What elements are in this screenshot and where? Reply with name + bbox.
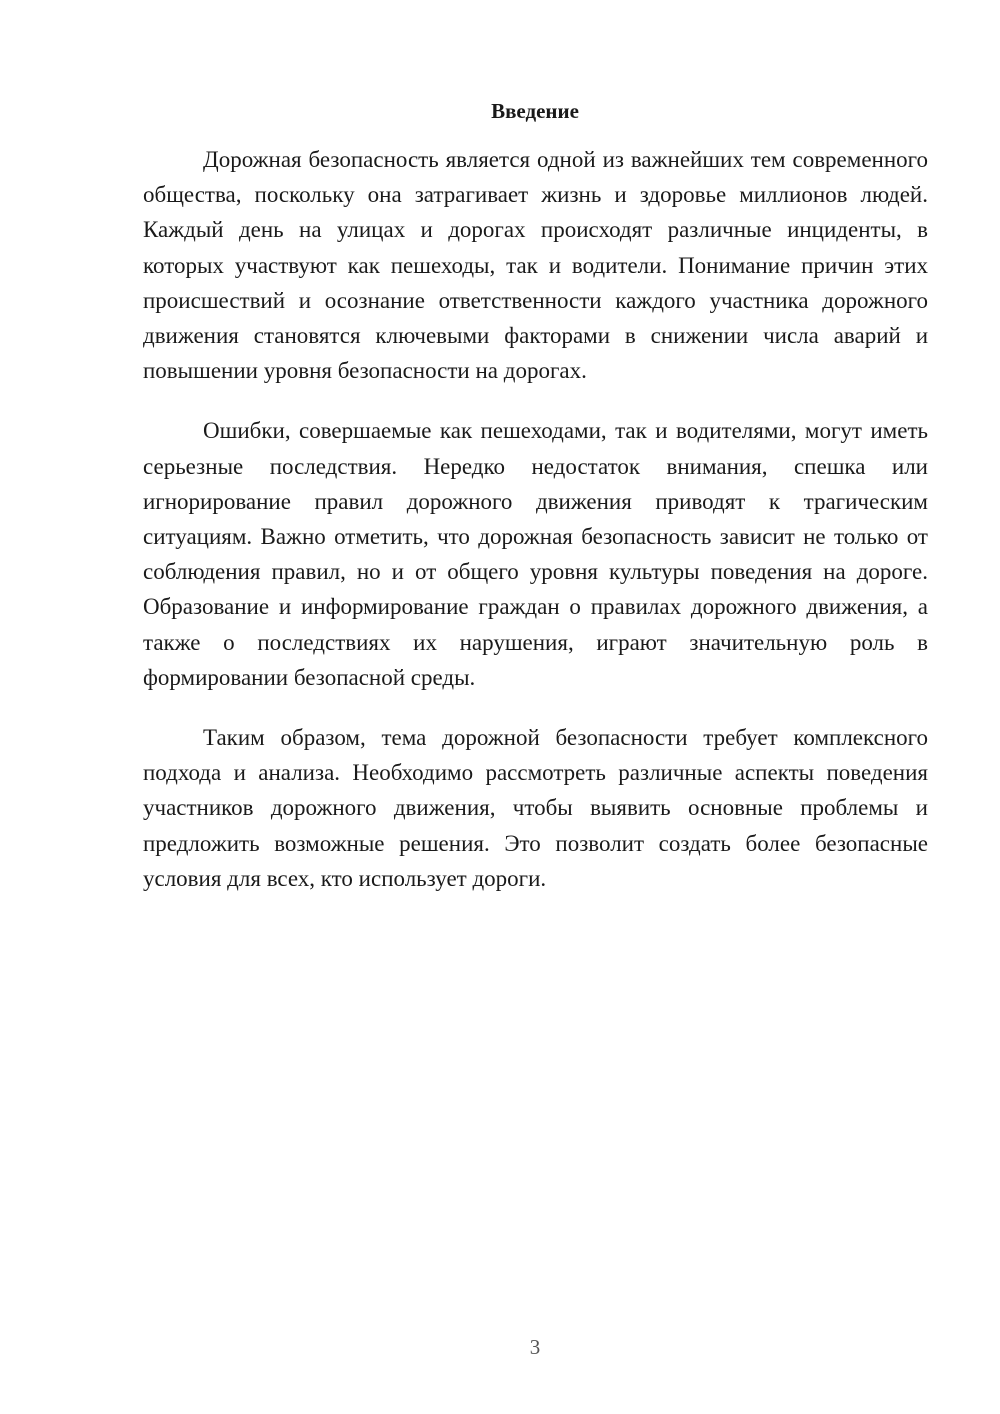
body-text	[143, 142, 928, 921]
page-number: 3	[529, 1335, 541, 1359]
paragraph-1: Дорожная безопасность является одной из важнейших тем современного общества, поскольку она затрагивает жизнь и здоровье миллионов людей. Каждый день на улицах и дорогах происходят различные инциденты, в которых участвуют как пешеходы, так и водители. Понимание причин этих происшествий и осознание ответственности каждого участника дорожного движения становятся ключевыми факторами в снижении числа аварий и повышении уровня безопасности на дорогах.	[143, 147, 928, 384]
paragraph-2: Ошибки, совершаемые как пешеходами, так и водителями, могут иметь серьезные последствия. Нередко недостаток внимания, спешка или игнорирование правил дорожного движения приводят к трагическим ситуациям. Важно отметить, что дорожная безопасность зависит не только от соблюдения правил, но и от общего уровня культуры поведения на дороге. Образование и информирование граждан о правилах дорожного движения, а также о последствиях их нарушения, играют значительную роль в формировании безопасной среды.	[143, 418, 928, 690]
paragraph-3: Таким образом, тема дорожной безопасности требует комплексного подхода и анализа. Необходимо рассмотреть различные аспекты поведения участников дорожного движения, чтобы выявить основные проблемы и предложить возможные решения. Это позволит создать более безопасные условия для всех, кто использует дороги.	[143, 725, 928, 891]
section-heading: Введение	[491, 99, 579, 123]
